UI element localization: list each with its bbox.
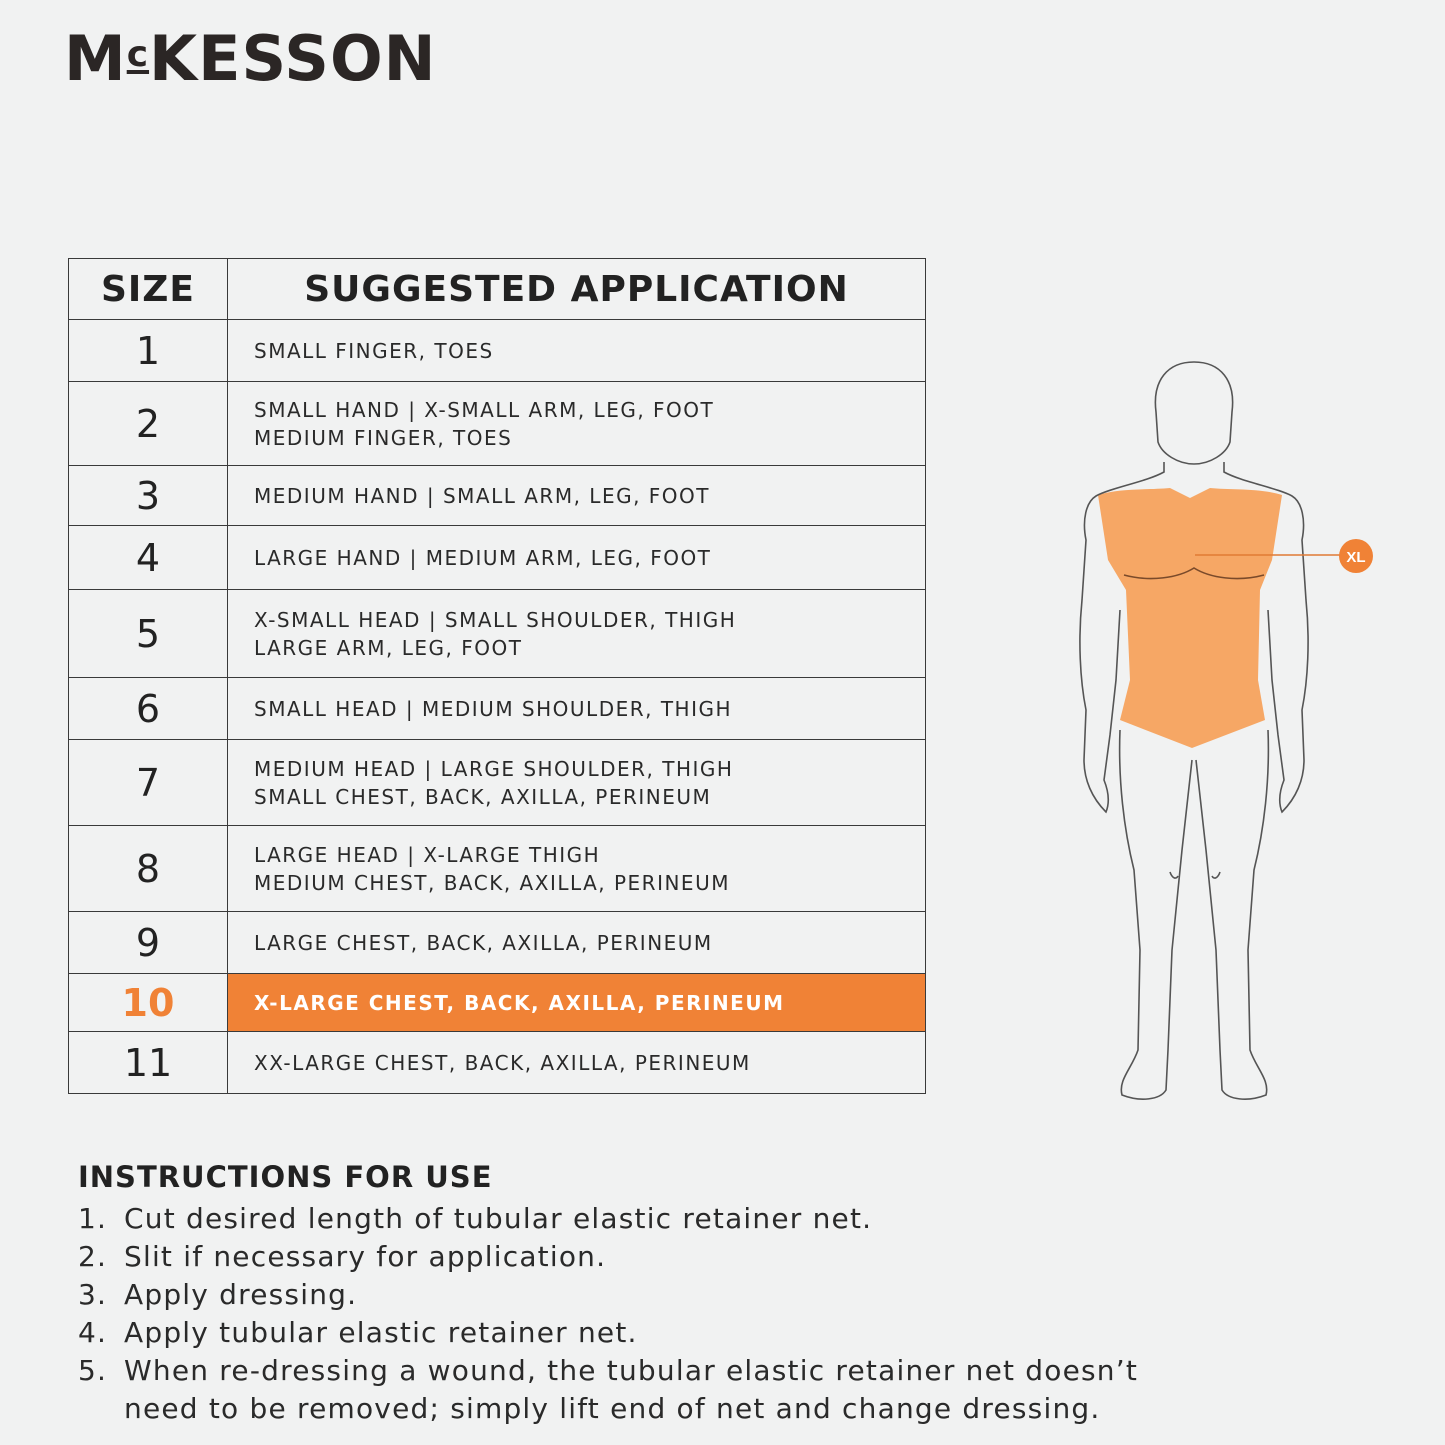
table-row	[69, 466, 926, 526]
application-line: LARGE ARM, LEG, FOOT	[254, 635, 523, 660]
size-number-cell: 4	[69, 526, 228, 590]
size-number-cell: 5	[69, 590, 228, 678]
step-number: 1.	[78, 1202, 108, 1235]
size-number-cell: 11	[69, 1032, 228, 1094]
application-column-header: SUGGESTED APPLICATION	[228, 259, 926, 320]
size-number-cell: 6	[69, 678, 228, 740]
instruction-step	[78, 1200, 1178, 1238]
step-text: Cut desired length of tubular elastic retainer net.	[124, 1202, 873, 1235]
application-line: SMALL HAND | X-SMALL ARM, LEG, FOOT	[254, 397, 715, 422]
instructions-section	[78, 1160, 1178, 1428]
application-line: LARGE CHEST, BACK, AXILLA, PERINEUM	[254, 930, 713, 955]
torso-highlight	[1098, 488, 1282, 748]
instructions-list	[78, 1200, 1178, 1428]
mckesson-logo: $M^cKESSON$	[64, 22, 437, 95]
application-cell	[228, 320, 926, 382]
application-line: SMALL FINGER, TOES	[254, 338, 494, 363]
step-number: 4.	[78, 1316, 108, 1349]
table-header-row	[69, 259, 926, 320]
application-line: LARGE HAND | MEDIUM ARM, LEG, FOOT	[254, 545, 712, 570]
table-row	[69, 974, 926, 1032]
table-row	[69, 526, 926, 590]
table-row	[69, 826, 926, 912]
instruction-step	[78, 1314, 1178, 1352]
size-number-cell: 9	[69, 912, 228, 974]
application-line: MEDIUM CHEST, BACK, AXILLA, PERINEUM	[254, 870, 730, 895]
application-cell	[228, 678, 926, 740]
application-line: MEDIUM HAND | SMALL ARM, LEG, FOOT	[254, 483, 710, 508]
size-number-cell: 7	[69, 740, 228, 826]
table-row	[69, 382, 926, 466]
step-text: Apply tubular elastic retainer net.	[124, 1316, 638, 1349]
step-number: 3.	[78, 1278, 108, 1311]
application-line: MEDIUM FINGER, TOES	[254, 425, 513, 450]
application-cell	[228, 740, 926, 826]
application-line: MEDIUM HEAD | LARGE SHOULDER, THIGH	[254, 756, 734, 781]
table-row	[69, 1032, 926, 1094]
application-cell	[228, 526, 926, 590]
application-cell	[228, 466, 926, 526]
step-number: 2.	[78, 1240, 108, 1273]
instructions-title: INSTRUCTIONS FOR USE	[78, 1160, 493, 1194]
instruction-step	[78, 1276, 1178, 1314]
size-number-cell: 10	[69, 974, 228, 1032]
instruction-step	[78, 1238, 1178, 1276]
step-text: Slit if necessary for application.	[124, 1240, 607, 1273]
size-number-cell: 1	[69, 320, 228, 382]
application-line: X-LARGE CHEST, BACK, AXILLA, PERINEUM	[254, 990, 785, 1015]
size-chart-table	[68, 258, 926, 1094]
table-row	[69, 740, 926, 826]
application-cell	[228, 826, 926, 912]
table-row	[69, 678, 926, 740]
application-line: SMALL CHEST, BACK, AXILLA, PERINEUM	[254, 784, 712, 809]
step-text: Apply dressing.	[124, 1278, 358, 1311]
application-cell	[228, 1032, 926, 1094]
instruction-step	[78, 1352, 1178, 1428]
xl-badge-label: XL	[1346, 549, 1366, 566]
table-row	[69, 320, 926, 382]
body-figure-illustration	[1060, 350, 1390, 1110]
table-row	[69, 590, 926, 678]
application-cell	[228, 912, 926, 974]
application-line: X-SMALL HEAD | SMALL SHOULDER, THIGH	[254, 607, 737, 632]
application-cell	[228, 974, 926, 1032]
application-line: XX-LARGE CHEST, BACK, AXILLA, PERINEUM	[254, 1050, 751, 1075]
step-text: When re-dressing a wound, the tubular elastic retainer net doesn’t need to be removed; simply lift end of net and change dressing.	[124, 1354, 1139, 1425]
application-cell	[228, 590, 926, 678]
application-line: SMALL HEAD | MEDIUM SHOULDER, THIGH	[254, 696, 733, 721]
size-number-cell: 3	[69, 466, 228, 526]
application-cell	[228, 382, 926, 466]
size-number-cell: 8	[69, 826, 228, 912]
size-number-cell: 2	[69, 382, 228, 466]
size-column-header: SIZE	[69, 259, 228, 320]
application-line: LARGE HEAD | X-LARGE THIGH	[254, 842, 601, 867]
step-number: 5.	[78, 1354, 108, 1387]
table-row	[69, 912, 926, 974]
